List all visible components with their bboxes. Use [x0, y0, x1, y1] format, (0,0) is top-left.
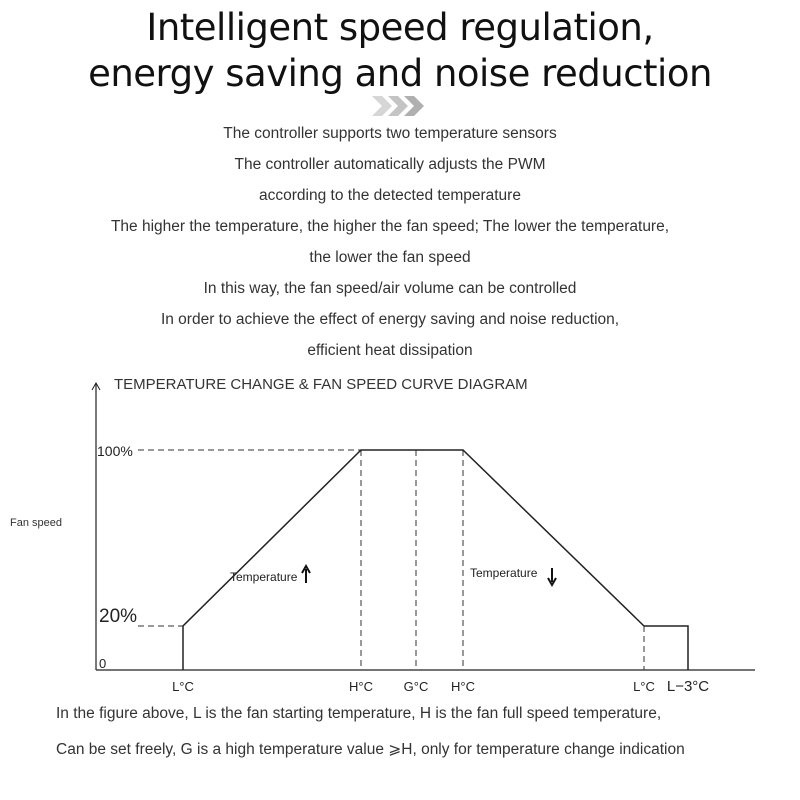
x-tick-label: H°C	[349, 679, 373, 694]
footnote-line-1: In the figure above, L is the fan starting temperature, H is the fan full speed temperature,	[56, 705, 662, 722]
description-line: In order to achieve the effect of energy saving and noise reduction,	[160, 311, 620, 328]
page-title-line-1: Intelligent speed regulation,	[146, 6, 654, 49]
footnote-line-2: Can be set freely, G is a high temperature value ⩾H, only for temperature change indication	[56, 741, 685, 758]
arrow-down-icon	[548, 568, 556, 585]
description-line: The higher the temperature, the higher the fan speed; The lower the temperature,	[110, 218, 670, 235]
y-tick-label: 100%	[97, 443, 133, 459]
description-line: according to the detected temperature	[259, 187, 521, 204]
chart-title: TEMPERATURE CHANGE & FAN SPEED CURVE DIAGRAM	[114, 376, 528, 393]
y-axis-label: Fan speed	[10, 517, 62, 529]
x-tick-label: G°C	[403, 679, 429, 694]
annotation-temperature-down: Temperature	[470, 566, 538, 580]
fan-speed-curve	[183, 450, 688, 670]
annotation-temperature-up: Temperature	[230, 570, 298, 584]
x-tick-label: H°C	[451, 679, 475, 694]
description-line: The controller supports two temperature sensors	[223, 125, 557, 142]
x-tick-label: L°C	[172, 679, 194, 694]
description-line: the lower the fan speed	[309, 249, 471, 266]
x-tick-label: L−3°C	[666, 678, 710, 695]
y-tick-label: 20%	[99, 606, 138, 627]
y-tick-label: 0	[99, 656, 107, 671]
description-line: In this way, the fan speed/air volume can be controlled	[203, 280, 577, 297]
page-title-line-2: energy saving and noise reduction	[88, 52, 712, 95]
description-line: The controller automatically adjusts the PWM	[234, 156, 546, 173]
x-tick-label: L°C	[633, 679, 655, 694]
description-line: efficient heat dissipation	[307, 342, 473, 359]
arrow-up-icon	[302, 566, 310, 583]
